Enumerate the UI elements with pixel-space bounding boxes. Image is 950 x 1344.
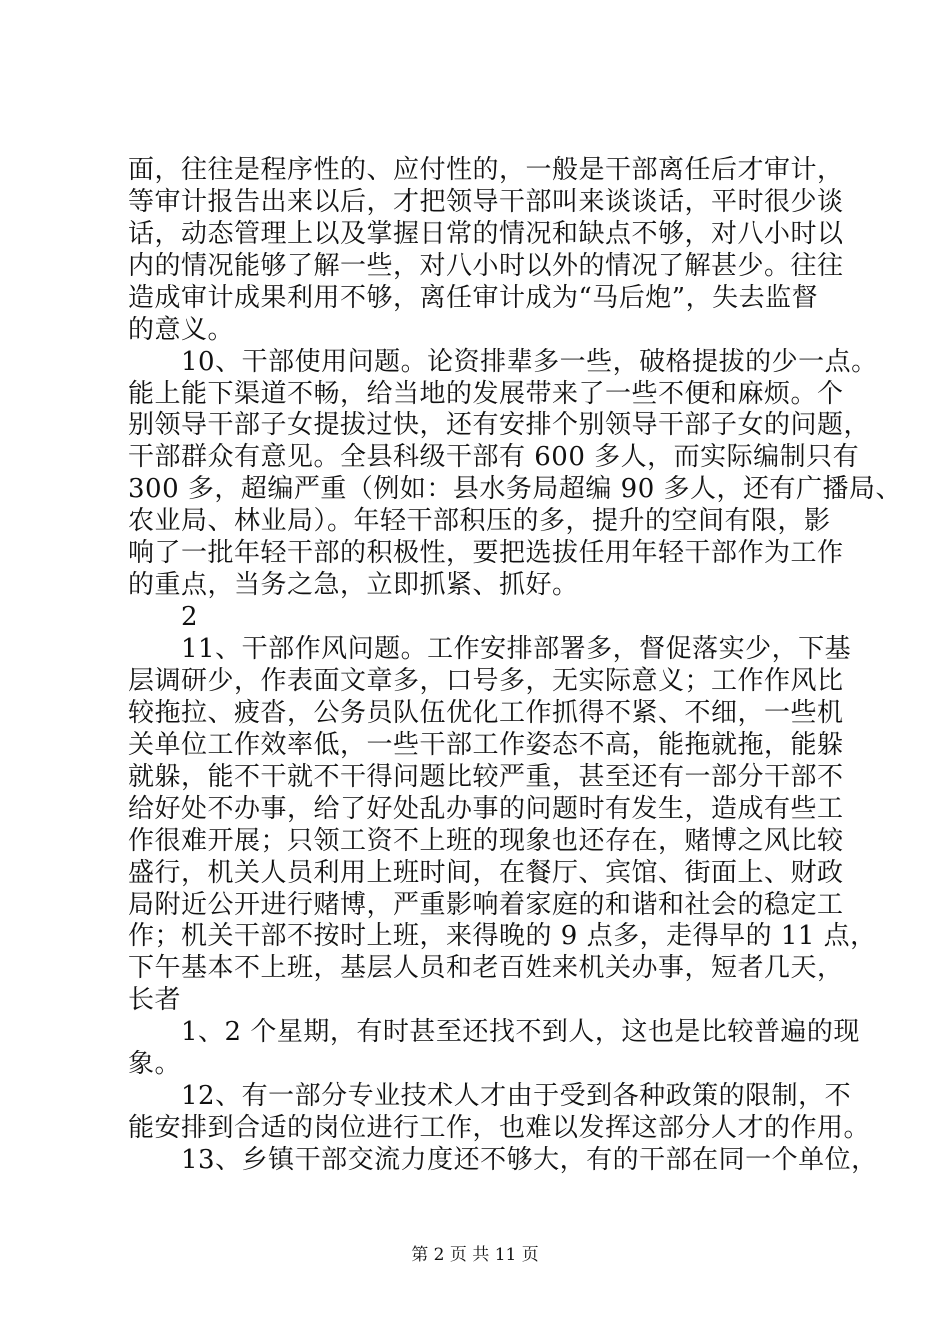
text-line: 1、2 个星期，有时甚至还找不到人，这也是比较普遍的现 — [128, 1017, 860, 1047]
text-line: 作很难开展；只领工资不上班的现象也还存在，赌博之风比较 — [128, 826, 844, 856]
text-line: 干部群众有意见。全县科级干部有 600 多人，而实际编制只有 — [128, 442, 860, 472]
text-line: 12、有一部分专业技术人才由于受到各种政策的限制，不 — [128, 1081, 852, 1111]
text-line: 300 多，超编严重（例如：县水务局超编 90 多人，还有广播局、 — [128, 474, 903, 504]
text-line: 面，往往是程序性的、应付性的，一般是干部离任后才审计， — [128, 155, 844, 185]
text-line: 作；机关干部不按时上班，来得晚的 9 点多，走得早的 11 点， — [128, 921, 877, 951]
text-line: 层调研少，作表面文章多，口号多，无实际意义；工作作风比 — [128, 666, 844, 696]
text-line: 局附近公开进行赌博，严重影响着家庭的和谐和社会的稳定工 — [128, 890, 844, 920]
text-line: 造成审计成果利用不够，离任审计成为“马后炮”，失去监督 — [128, 283, 819, 313]
text-line: 较拖拉、疲沓，公务员队伍优化工作抓得不紧、不细，一些机 — [128, 698, 844, 728]
text-line: 关单位工作效率低，一些干部工作姿态不高，能拖就拖，能躲 — [128, 730, 844, 760]
text-line: 10、干部使用问题。论资排辈多一些，破格提拔的少一点。 — [128, 347, 878, 377]
text-line: 别领导干部子女提拔过快，还有安排个别领导干部子女的问题， — [128, 410, 871, 440]
text-line: 农业局、林业局）。年轻干部积压的多，提升的空间有限，影 — [128, 506, 831, 536]
text-line: 内的情况能够了解一些，对八小时以外的情况了解甚少。往往 — [128, 251, 844, 281]
text-line: 盛行，机关人员利用上班时间，在餐厅、宾馆、街面上、财政 — [128, 858, 844, 888]
page-footer: 第 2 页 共 11 页 — [411, 1245, 539, 1265]
text-line: 话，动态管理上以及掌握日常的情况和缺点不够，对八小时以 — [128, 219, 844, 249]
text-line: 就躲，能不干就不干得问题比较严重，甚至还有一部分干部不 — [128, 762, 844, 792]
text-line: 13、乡镇干部交流力度还不够大，有的干部在同一个单位， — [128, 1145, 878, 1175]
text-line: 象。 — [128, 1049, 182, 1079]
text-line: 给好处不办事，给了好处乱办事的问题时有发生，造成有些工 — [128, 794, 844, 824]
text-line: 能上能下渠道不畅，给当地的发展带来了一些不便和麻烦。个 — [128, 379, 844, 409]
text-line: 下午基本不上班，基层人员和老百姓来机关办事，短者几天， — [128, 953, 844, 983]
text-line: 等审计报告出来以后，才把领导干部叫来谈谈话，平时很少谈 — [128, 187, 844, 217]
text-line: 长者 — [128, 985, 182, 1015]
text-line: 能安排到合适的岗位进行工作，也难以发挥这部分人才的作用。 — [128, 1113, 871, 1143]
text-line: 11、干部作风问题。工作安排部署多，督促落实少，下基 — [128, 634, 852, 664]
text-line: 响了一批年轻干部的积极性，要把选拔任用年轻干部作为工作 — [128, 538, 844, 568]
text-line: 2 — [128, 602, 199, 632]
text-line: 的重点，当务之急，立即抓紧、抓好。 — [128, 570, 579, 600]
text-line: 的意义。 — [128, 315, 235, 345]
